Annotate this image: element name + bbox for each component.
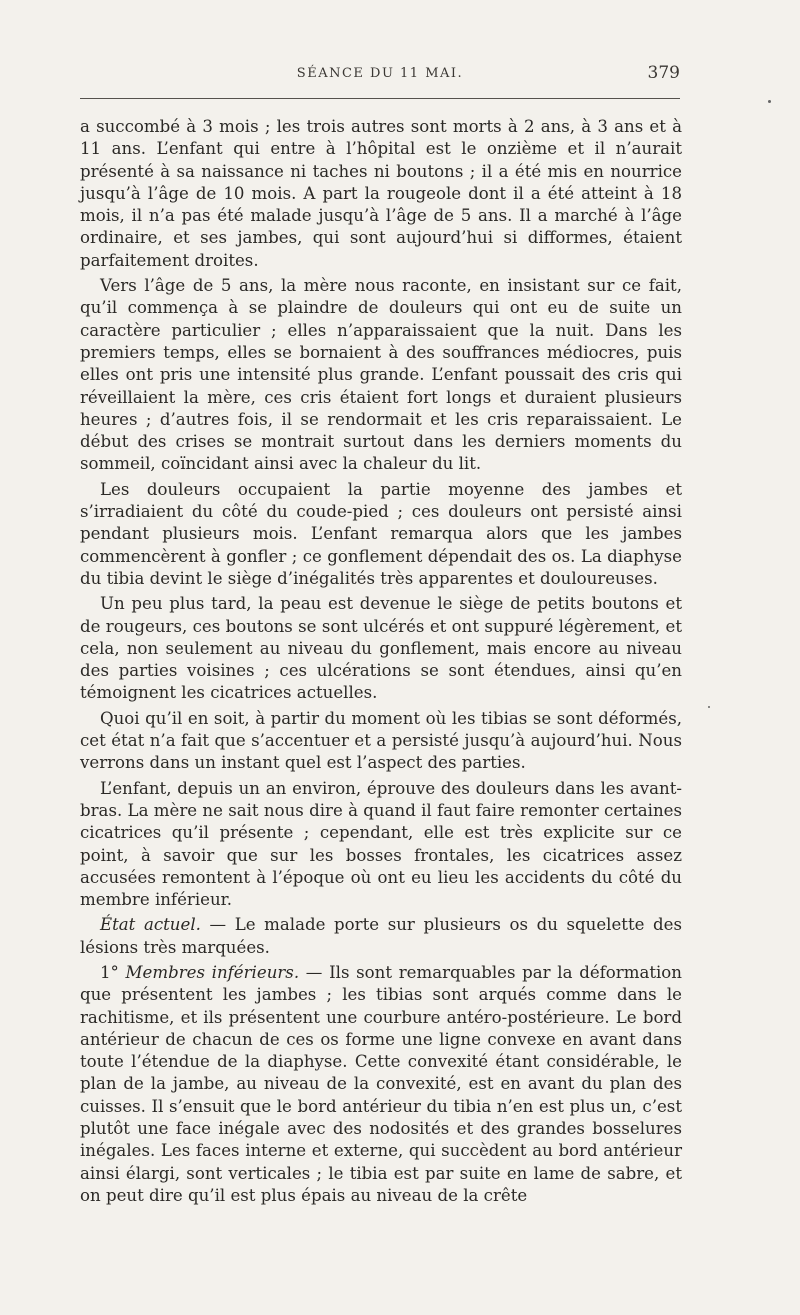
page-number: 379 [647,63,680,83]
paper-speck [708,706,710,708]
running-title: SÉANCE DU 11 MAI. [296,66,464,81]
body-text [80,116,682,1210]
paragraph: Vers l’âge de 5 ans, la mère nous raconte, en insistant sur ce fait, qu’il commença à se plaindre de douleurs qui ont eu de suite un caractère particulier ; elles n’apparaissaient que la nuit. Dans les premiers temps, elles se bornaient à des souffrances médiocres, puis elles ont pris une intensité plus grande. L’enfant poussait des cris qui réveillaient la mère, ces cris étaient fort longs et duraient plusieurs heures ; d’autres fois, il se rendormait et les cris reparaissaient. Le début des crises se montrait surtout dans les derniers moments du sommeil, coïncidant ainsi avec la chaleur du lit. [80,276,682,474]
paragraph: Les douleurs occupaient la partie moyenne des jambes et s’irradiaient du côté du coude-pied ; ces douleurs ont persisté ainsi pendant plusieurs mois. L’enfant remarqua alors que les jambes commencèrent à gonfler ; ce gonflement dépendait des os. La diaphyse du tibia devint le siège d’inégalités très apparentes et douloureuses. [80,479,682,588]
section-number: 1° [100,962,126,982]
header-rule [80,98,680,99]
paragraph: Quoi qu’il en soit, à partir du moment où les tibias se sont déformés, cet état n’a fait que s’accentuer et a persisté jusqu’à aujourd’hui. Nous verrons dans un instant quel est l’aspect des parties. [80,708,682,773]
paragraph-text: — Le malade porte sur plusieurs os du squelette des lésions très marquées. [80,915,683,957]
page-header [80,63,680,87]
paragraph: L’enfant, depuis un an environ, éprouve des douleurs dans les avant-bras. La mère ne sait nous dire à quand il faut faire remonter certaines cicatrices qu’il présente ; cependant, elle est très explicite sur ce point, à savoir que sur les bosses frontales, les cicatrices assez accusées remontent à l’époque où ont eu lieu les accidents du côté du membre inférieur. [80,778,682,910]
section-label: Membres inférieurs. [125,962,300,982]
paper-speck [768,100,771,103]
paragraph-etat-actuel [80,914,682,959]
paragraph: Un peu plus tard, la peau est devenue le siège de petits boutons et de rougeurs, ces boutons se sont ulcérés et ont suppuré légèrement, et cela, non seulement au niveau du gonflement, mais encore au niveau des parties voisines ; ces ulcérations se sont étendues, ainsi qu’en témoignent les cicatrices actuelles. [80,594,682,703]
paragraph: a succombé à 3 mois ; les trois autres sont morts à 2 ans, à 3 ans et à 11 ans. L’enfant qui entre à l’hôpital est le onzième et il n’aurait présenté à sa naissance ni taches ni boutons ; il a été mis en nourrice jusqu’à l’âge de 10 mois. A part la rougeole dont il a été atteint à 18 mois, il n’a pas été malade jusqu’à l’âge de 5 ans. Il a marché à l’âge ordinaire, et ses jambes, qui sont aujourd’hui si difformes, étaient parfaitement droites. [80,117,682,270]
section-label: État actuel. [100,915,201,935]
paragraph-membres-inferieurs [80,962,682,1207]
paragraph-text: — Ils sont remarquables par la déformation que présentent les jambes ; les tibias sont arqués comme dans le rachitisme, et ils présentent une courbure antéro-postérieure. Le bord antérieur de chacun de ces os forme une ligne convexe en avant dans toute l’étendue de la diaphyse. Cette convexité étant considérable, le plan de la jambe, au niveau de la convexité, est en avant du plan des cuisses. Il s’ensuit que le bord antérieur du tibia n’en est plus un, c’est plutôt une face inégale avec des nodosités et des grandes bosselures inégales. Les faces interne et externe, qui succèdent au bord antérieur ainsi élargi, sont verticales ; le tibia est par suite en lame de sabre, et on peut dire qu’il est plus épais au niveau de la crête [80,962,682,1205]
